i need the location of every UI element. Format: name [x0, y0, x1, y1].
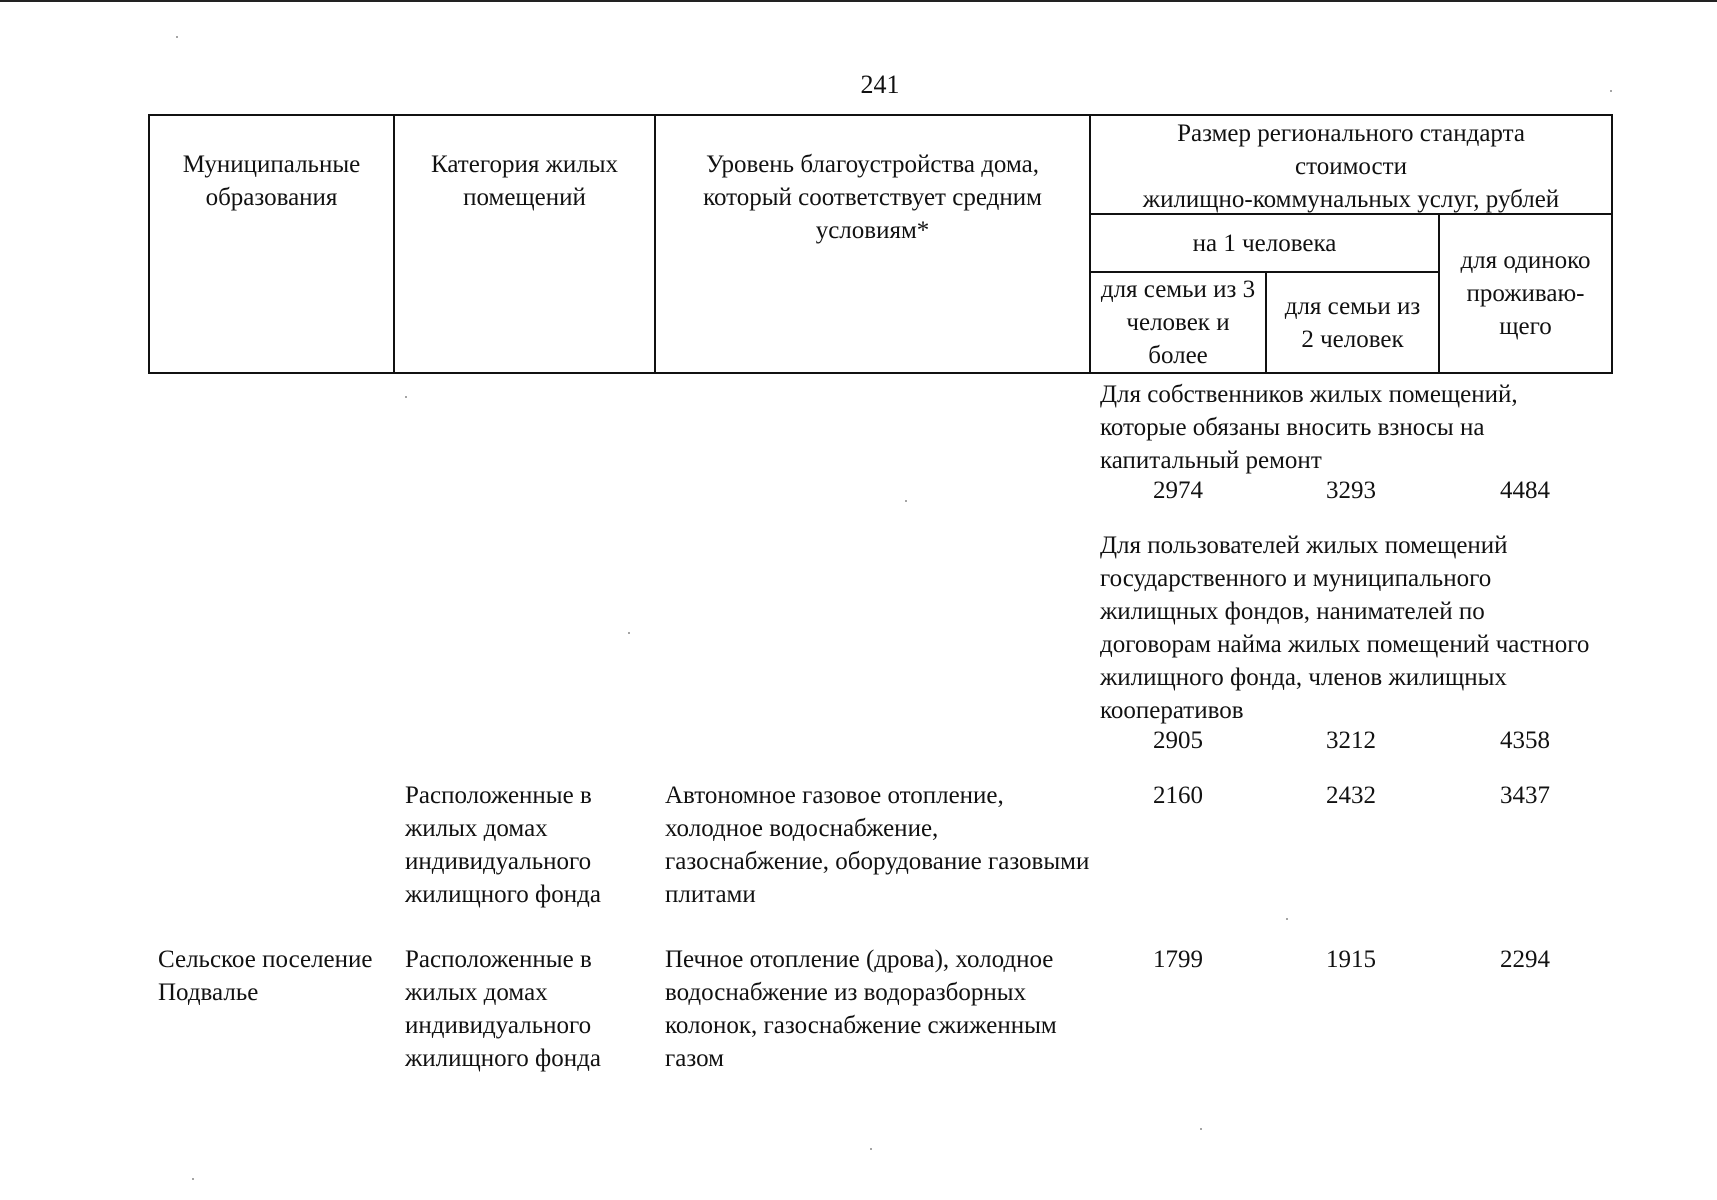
scan-speck [176, 36, 178, 38]
row2-value-family3: 1799 [1153, 946, 1203, 973]
section-owners-value-single: 4484 [1500, 477, 1550, 504]
section-tenants-value-family2: 3212 [1326, 727, 1376, 754]
table-header [148, 114, 1613, 374]
row2-category: Расположенные в жилых домах индивидуального жилищного фонда [405, 946, 601, 1072]
section-owners-value-family2: 3293 [1326, 477, 1376, 504]
header-municipal: Муниципальные образования [182, 151, 361, 211]
section-tenants-value-single: 4358 [1500, 727, 1550, 754]
scan-speck [905, 500, 907, 502]
header-standard-line3: жилищно-коммунальных услуг, рублей [1142, 186, 1560, 213]
section-tenants-value-family3: 2905 [1153, 727, 1203, 754]
header-level: Уровень благоустройства дома, который соответствует средним условиям* [703, 151, 1042, 244]
header-right-border [1611, 114, 1613, 374]
header-standard-line2: стоимости [1295, 153, 1407, 180]
scan-speck [1286, 918, 1288, 920]
row2-municipal: Сельское поселение Подвалье [158, 946, 373, 1006]
row1-level: Автономное газовое отопление, холодное водоснабжение, газоснабжение, оборудование газовыми плитами [665, 782, 1090, 908]
section-owners-value-family3: 2974 [1153, 477, 1203, 504]
row1-value-family2: 2432 [1326, 782, 1376, 809]
row2-value-family2: 1915 [1326, 946, 1376, 973]
scan-speck [628, 632, 630, 634]
scan-speck [405, 396, 407, 398]
scan-speck [192, 1178, 194, 1180]
header-standard-line1: Размер регионального стандарта [1177, 120, 1525, 147]
section-owners-label: Для собственников жилых помещений, которые обязаны вносить взносы на капитальный ремонт [1100, 381, 1518, 474]
row1-category: Расположенные в жилых домах индивидуального жилищного фонда [405, 782, 601, 908]
row1-value-family3: 2160 [1153, 782, 1203, 809]
row1-value-single: 3437 [1500, 782, 1550, 809]
page-number: 241 [860, 70, 900, 99]
header-bottom-border [148, 372, 1613, 374]
scan-speck [870, 1148, 872, 1150]
header-top-border [148, 114, 1613, 116]
header-standard [1091, 117, 1611, 216]
header-family3: для семьи из 3 человек и более [1100, 276, 1256, 369]
header-category: Категория жилых помещений [431, 151, 618, 211]
header-per-person: на 1 человека [1192, 229, 1337, 257]
section-tenants-label: Для пользователей жилых помещений государственного и муниципального жилищных фондов, нанимателей по договорам найма жилых помещений частного жилищного фонда, членов жилищных кооперативов [1100, 532, 1590, 724]
scan-speck [1200, 1128, 1202, 1130]
scan-speck [1610, 90, 1612, 92]
header-single: для одиноко проживаю-щего [1460, 247, 1591, 340]
row2-value-single: 2294 [1500, 946, 1550, 973]
header-family2: для семьи из 2 человек [1284, 292, 1421, 353]
row2-level: Печное отопление (дрова), холодное водоснабжение из водоразборных колонок, газоснабжение сжиженным газом [665, 946, 1057, 1072]
top-scan-border [0, 0, 1717, 2]
